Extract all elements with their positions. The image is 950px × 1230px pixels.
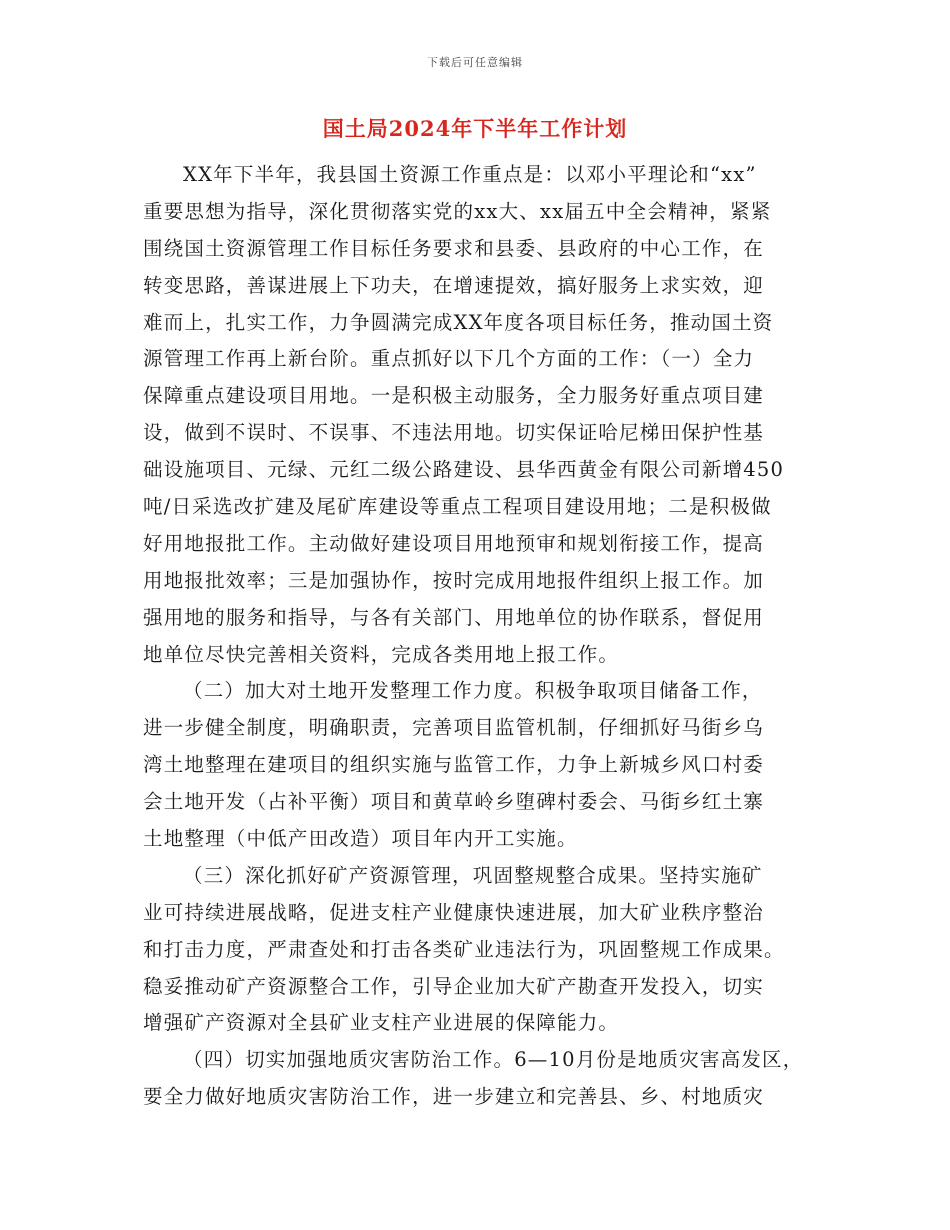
body-line: （三）深化抓好矿产资源管理，巩固整规整合成果。坚持实施矿 <box>183 863 763 887</box>
body-line: 业可持续进展战略，促进支柱产业健康快速进展，加大矿业秩序整治 <box>143 900 765 924</box>
body-line: 要全力做好地质灾害防治工作，进一步建立和完善县、乡、村地质灾 <box>143 1085 765 1109</box>
body-line: 难而上，扎实工作，力争圆满完成XX年度各项目标任务，推动国土资 <box>143 310 774 334</box>
body-line: 会土地开发（占补平衡）项目和黄草岭乡堕碑村委会、马街乡红土寨 <box>143 790 765 814</box>
body-line: 土地整理（中低产田改造）项目年内开工实施。 <box>143 827 578 851</box>
body-line: 重要思想为指导，深化贯彻落实党的xx大、xx届五中全会精神，紧紧 <box>143 199 772 223</box>
body-line: （四）切实加强地质灾害防治工作。6—10月份是地质灾害高发区， <box>183 1048 804 1072</box>
body-line: 础设施项目、元绿、元红二级公路建设、县华西黄金有限公司新增450 <box>143 458 785 482</box>
body-line: 设，做到不误时、不误事、不违法用地。切实保证哈尼梯田保护性基 <box>143 421 765 445</box>
body-line: 稳妥推动矿产资源整合工作，引导企业加大矿产勘查开发投入，切实 <box>143 974 765 998</box>
body-line: 保障重点建设项目用地。一是积极主动服务，全力服务好重点项目建 <box>143 384 765 408</box>
body-line: 增强矿产资源对全县矿业支柱产业进展的保障能力。 <box>143 1011 620 1035</box>
body-line: 围绕国土资源管理工作目标任务要求和县委、县政府的中心工作，在 <box>143 236 765 260</box>
body-line: 源管理工作再上新台阶。重点抓好以下几个方面的工作：（一）全力 <box>143 347 755 371</box>
body-line: 和打击力度，严肃查处和打击各类矿业违法行为，巩固整规工作成果。 <box>143 937 785 961</box>
body-line: 吨/日采选改扩建及尾矿库建设等重点工程项目建设用地；二是积极做 <box>143 495 772 519</box>
header-note: 下载后可任意编辑 <box>427 56 523 69</box>
body-line: （二）加大对土地开发整理工作力度。积极争取项目储备工作， <box>183 679 763 703</box>
body-line: 进一步健全制度，明确职责，完善项目监管机制，仔细抓好马街乡乌 <box>143 716 765 740</box>
document-title: 国土局2024年下半年工作计划 <box>322 116 628 141</box>
body-line: 用地报批效率；三是加强协作，按时完成用地报件组织上报工作。加 <box>143 568 765 592</box>
body-line: 强用地的服务和指导，与各有关部门、用地单位的协作联系，督促用 <box>143 605 765 629</box>
body-line: XX年下半年，我县国土资源工作重点是：以邓小平理论和“xx” <box>183 163 757 186</box>
document-body <box>143 157 833 1116</box>
body-line: 转变思路，善谋进展上下功夫，在增速提效，搞好服务上求实效，迎 <box>143 273 765 297</box>
body-line: 湾土地整理在建项目的组织实施与监管工作，力争上新城乡风口村委 <box>143 753 765 777</box>
body-line: 地单位尽快完善相关资料，完成各类用地上报工作。 <box>143 642 620 666</box>
body-line: 好用地报批工作。主动做好建设项目用地预审和规划衔接工作，提高 <box>143 531 765 555</box>
